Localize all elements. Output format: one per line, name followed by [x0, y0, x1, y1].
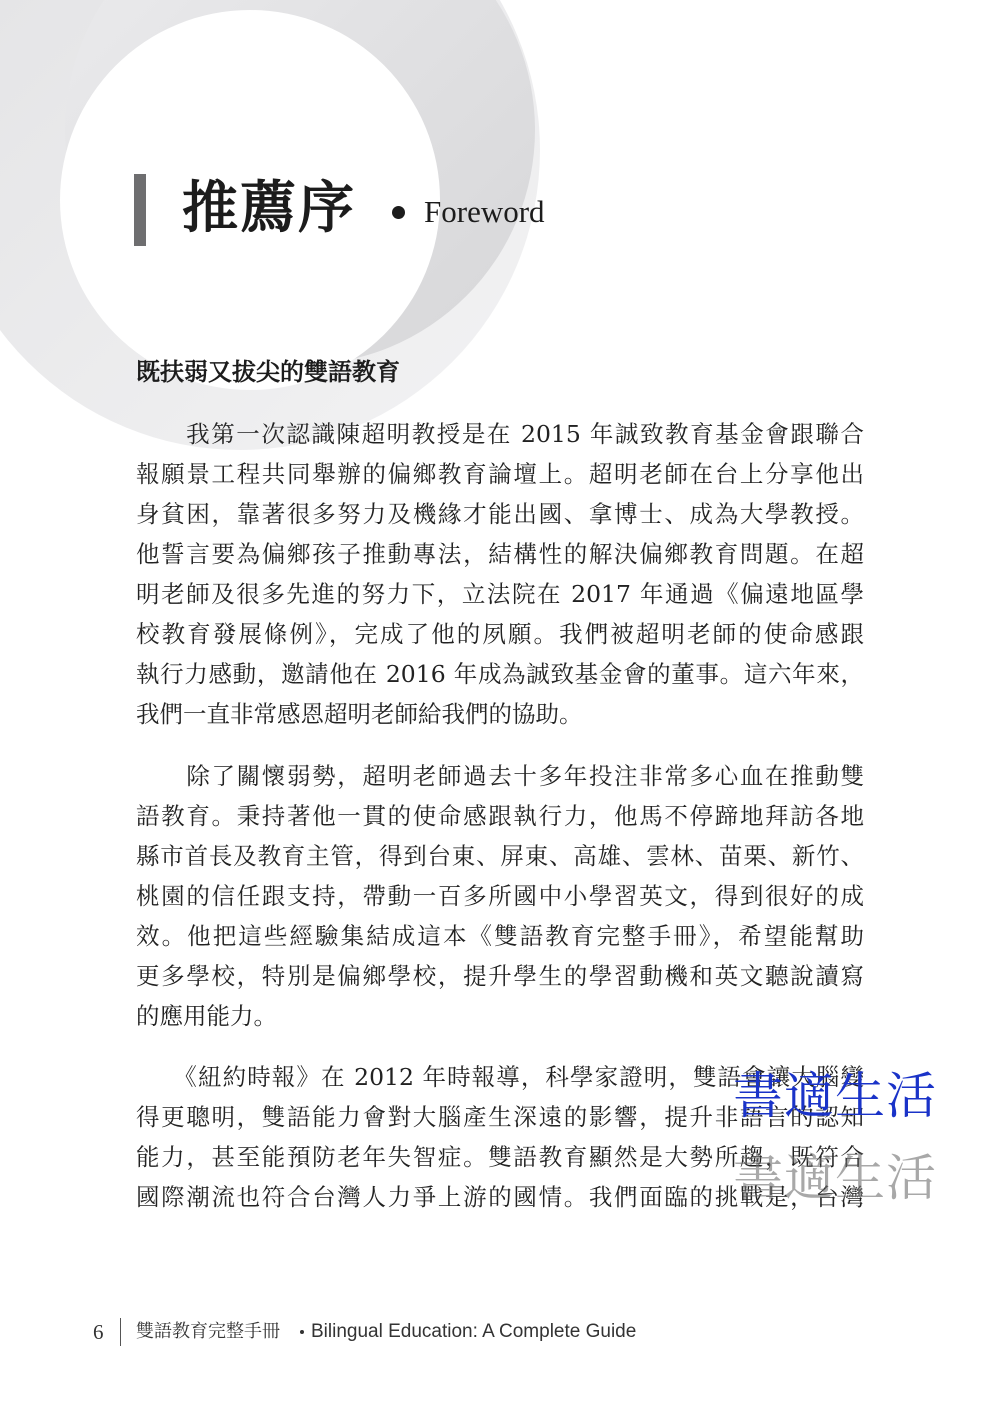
footer-book-title-english: Bilingual Education: A Complete Guide [311, 1321, 637, 1342]
footer-divider [120, 1318, 121, 1346]
body-line: 得更聰明，雙語能力會對大腦產生深遠的影響，提升非語言的認知 [136, 1103, 864, 1131]
body-line: 更多學校，特別是偏鄉學校，提升學生的學習動機和英文聽說讀寫 [136, 962, 864, 990]
body-line: 效。他把這些經驗集結成這本《雙語教育完整手冊》，希望能幫助 [136, 922, 864, 950]
page-number: 6 [93, 1320, 104, 1344]
title-bullet [392, 206, 405, 219]
body-line: 我們一直非常感恩超明老師給我們的協助。 [136, 700, 583, 728]
body-line: 《紐約時報》在 2012 年時報導，科學家證明，雙語會讓大腦變 [136, 1063, 864, 1091]
page-title: 推薦序 [182, 175, 356, 241]
body-line: 的應用能力。 [136, 1002, 277, 1030]
body-line: 我第一次認識陳超明教授是在 2015 年誠致教育基金會跟聯合 [136, 420, 864, 448]
body-line: 他誓言要為偏鄉孩子推動專法，結構性的解決偏鄉教育問題。在超 [136, 540, 864, 568]
footer-bullet [300, 1330, 304, 1334]
body-line: 校教育發展條例》，完成了他的夙願。我們被超明老師的使命感跟 [136, 620, 864, 648]
body-line: 除了關懷弱勢，超明老師過去十多年投注非常多心血在推動雙 [136, 762, 864, 790]
footer-book-title: 雙語教育完整手冊 [136, 1321, 280, 1342]
title-accent-bar [134, 174, 146, 246]
body-line: 報願景工程共同舉辦的偏鄉教育論壇上。超明老師在台上分享他出 [136, 460, 864, 488]
body-line: 身貧困，靠著很多努力及機緣才能出國、拿博士、成為大學教授。 [136, 500, 864, 528]
section-heading: 既扶弱又拔尖的雙語教育 [136, 358, 400, 386]
body-line: 國際潮流也符合台灣人力爭上游的國情。我們面臨的挑戰是，台灣 [136, 1183, 864, 1211]
body-line: 明老師及很多先進的努力下，立法院在 2017 年通過《偏遠地區學 [136, 580, 864, 608]
page-title-english: Foreword [424, 194, 545, 229]
body-line: 能力，甚至能預防老年失智症。雙語教育顯然是大勢所趨，既符合 [136, 1143, 864, 1171]
body-line: 桃園的信任跟支持，帶動一百多所國中小學習英文，得到很好的成 [136, 882, 864, 910]
body-line: 語教育。秉持著他一貫的使命感跟執行力，他馬不停蹄地拜訪各地 [136, 802, 864, 830]
watermark-blue: 書適生活 [733, 1067, 937, 1125]
body-line: 縣市首長及教育主管，得到台東、屏東、高雄、雲林、苗栗、新竹、 [136, 842, 864, 870]
body-line: 執行力感動，邀請他在 2016 年成為誠致基金會的董事。這六年來， [136, 660, 864, 688]
watermark-gray: 書適生活 [733, 1149, 937, 1207]
